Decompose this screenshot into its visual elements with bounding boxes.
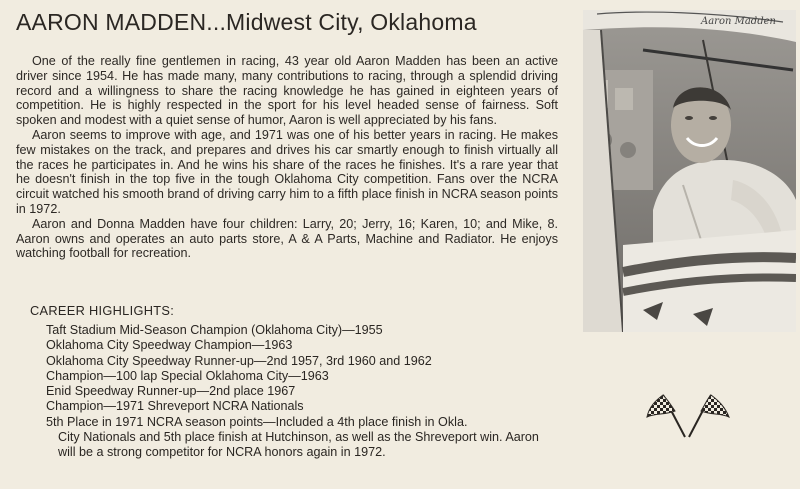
highlight-item	[46, 415, 546, 461]
highlight-item-continuation: City Nationals and 5th place finish at Hutchinson, as well as the Shreveport win. Aaron will be a strong competitor for NCRA honors again in 1972.	[58, 430, 539, 460]
career-highlights-list	[46, 323, 546, 461]
car-lettering: Aaron Madden	[701, 16, 776, 27]
checkered-flags-icon	[645, 387, 731, 439]
highlight-item: Champion—1971 Shreveport NCRA Nationals	[46, 399, 304, 414]
biography	[16, 54, 558, 261]
driver-photo	[583, 10, 796, 332]
highlight-item: Oklahoma City Speedway Champion—1963	[46, 338, 293, 353]
bio-paragraph-1: One of the really fine gentlemen in racing, 43 year old Aaron Madden has been an active driver since 1954. He has made many, many contributions to racing, through a splendid driving record and a willingness to share the racing knowledge he has gained in eighteen years of competition. He is highly respected in the sport for his level headed sense of fairness. Soft spoken and modest with a quiet sense of humor, Aaron is well appreciated by his fans.	[16, 54, 558, 128]
highlight-item: Oklahoma City Speedway Runner-up—2nd 1957, 3rd 1960 and 1962	[46, 353, 432, 368]
driver-name: AARON MADDEN	[16, 9, 207, 35]
bio-paragraph-3: Aaron and Donna Madden have four children: Larry, 20; Jerry, 16; Karen, 10; and Mike, 8. Aaron owns and operates an auto parts store, A & A Parts, Machine and Radiator. He enjoys watching football for recreation.	[16, 216, 558, 261]
title-separator: ...	[206, 9, 227, 35]
career-highlights-title: CAREER HIGHLIGHTS:	[30, 303, 175, 318]
highlight-item: Champion—100 lap Special Oklahoma City—1963	[46, 368, 329, 383]
bio-paragraph-2: Aaron seems to improve with age, and 1971 was one of his better years in racing. He makes few mistakes on the track, and prepares and drives his car smartly enough to finish virtually all the races he participates in. And he wins his share of the races he finishes. It's a rare year that he doesn't finish in the top five in the tough Oklahoma City competition. Fans over the NCRA circuit watched his smooth brand of driving carry him to a fifth place finish in NCRA season points in 1972.	[16, 127, 558, 216]
driver-in-race-car-image	[583, 10, 796, 332]
driver-location: Midwest City, Oklahoma	[226, 9, 477, 35]
highlight-item-first-line: 5th Place in 1971 NCRA season points—Included a 4th place finish in Okla.	[46, 414, 468, 429]
highlight-item: Taft Stadium Mid-Season Champion (Oklahoma City)—1955	[46, 323, 383, 337]
page-title	[16, 9, 477, 36]
highlight-item: Enid Speedway Runner-up—2nd place 1967	[46, 384, 296, 399]
